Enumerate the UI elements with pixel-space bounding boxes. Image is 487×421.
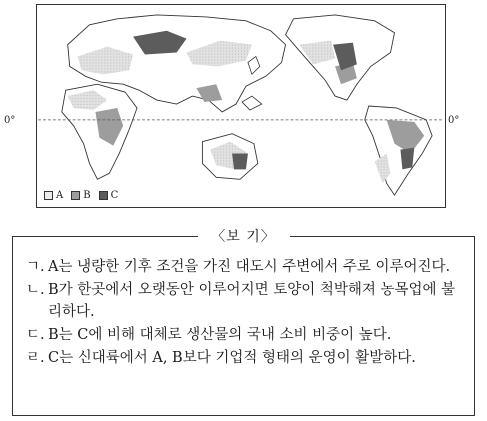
- legend-item-c: [99, 190, 119, 201]
- bogi-item-text: C는 신대륙에서 A, B보다 기업적 형태의 운영이 활발하다.: [48, 350, 416, 366]
- south-america-land: [365, 106, 432, 195]
- equator-label-right: 0°: [448, 115, 460, 126]
- equator-label-left: 0°: [4, 115, 16, 126]
- legend-swatch-c: [99, 191, 108, 200]
- legend-swatch-b: [71, 191, 80, 200]
- map-legend: [44, 190, 126, 201]
- bogi-item-mark: ㄷ.: [26, 327, 45, 343]
- legend-item-a: [44, 190, 63, 201]
- world-map: [36, 4, 446, 208]
- legend-label-a: A: [56, 190, 64, 201]
- world-map-drawing: [37, 5, 445, 207]
- bogi-item-3: [26, 324, 466, 346]
- legend-item-b: [71, 190, 90, 201]
- bogi-item-mark: ㄹ.: [26, 350, 45, 366]
- bogi-items: [26, 256, 466, 370]
- bogi-title: 〈보 기〉: [211, 229, 276, 245]
- bogi-item-1: [26, 256, 466, 278]
- legend-swatch-a: [44, 191, 53, 200]
- legend-label-b: B: [83, 190, 91, 201]
- bogi-item-text: A는 냉량한 기후 조건을 가진 대도시 주변에서 주로 이루어진다.: [48, 259, 451, 275]
- bogi-item-text: B는 C에 비해 대체로 생산물의 국내 소비 비중이 높다.: [48, 327, 392, 343]
- bogi-item-2: [26, 279, 466, 323]
- bogi-item-mark: ㄴ.: [26, 282, 45, 298]
- bogi-item-text: B가 한곳에서 오랫동안 이루어지면 토양이 척박해져 농목업에 불리하다.: [48, 282, 456, 320]
- legend-label-c: C: [110, 190, 119, 201]
- bogi-item-mark: ㄱ.: [26, 259, 45, 275]
- bogi-item-4: [26, 347, 466, 369]
